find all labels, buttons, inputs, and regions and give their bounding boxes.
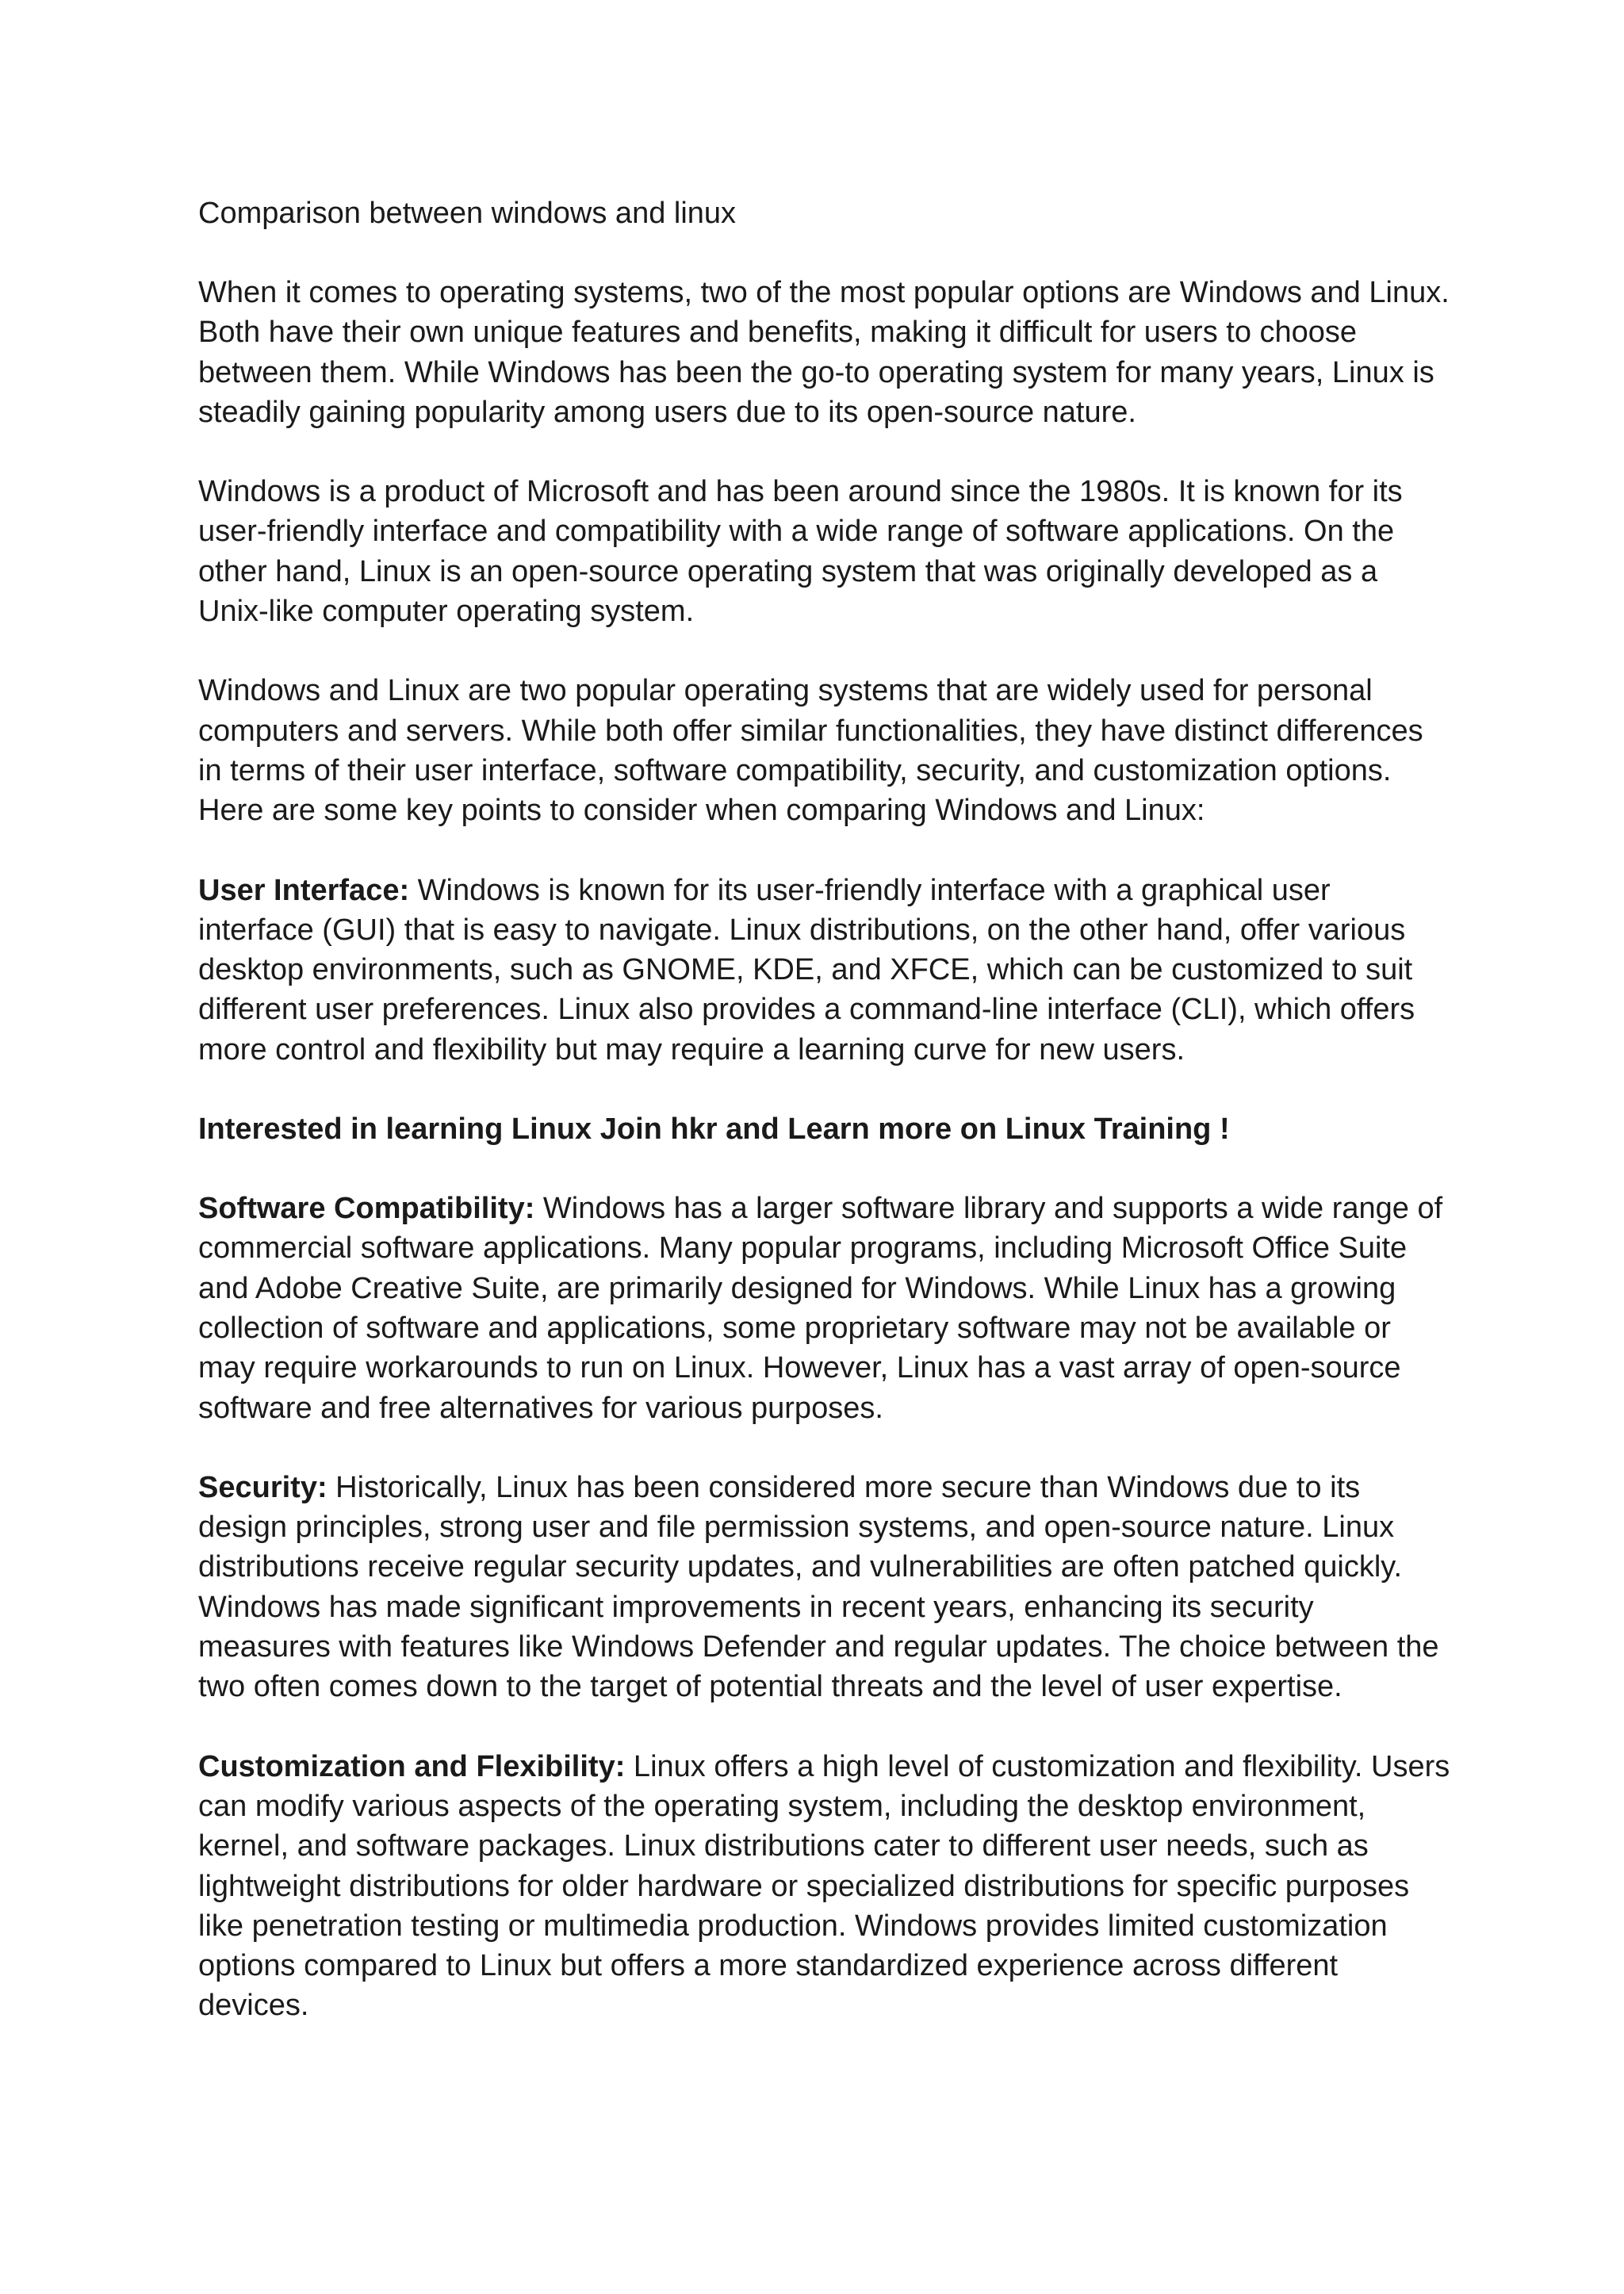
intro-paragraph-3: Windows and Linux are two popular operating systems that are widely used for personal computers and servers. While both offer similar functionalities, they have distinct differences in terms of their user interface, software compatibility, security, and customization options. Here are some key points to consider when comparing Windows and Linux: <box>198 674 1423 828</box>
intro-paragraph-2: Windows is a product of Microsoft and has been around since the 1980s. It is known for its user-friendly interface and compatibility with a wide range of software applications. On the other hand, Linux is an open-source operating system that was originally developed as a Unix-like computer operating system. <box>198 475 1403 629</box>
section-software-compatibility <box>198 1189 1451 1428</box>
section-customization <box>198 1747 1451 2026</box>
section-text-user-interface: Windows is known for its user-friendly interface with a graphical user interface (GUI) that is easy to navigate. Linux distributions, on the other hand, offer various desktop environments, such as GNOME, KDE, and XFCE, which can be customized to suit different user preferences. Linux also provides a command-line interface (CLI), which offers more control and flexibility but may require a learning curve for new users. <box>198 873 1415 1067</box>
section-text-security: Historically, Linux has been considered more secure than Windows due to its design principles, strong user and file permission systems, and open-source nature. Linux distributions receive regular security updates, and vulnerabilities are often patched quickly. Windows has made significant improvements in recent years, enhancing its security measures with features like Windows Defender and regular updates. The choice between the two often comes down to the target of potential threats and the level of user expertise. <box>198 1470 1439 1704</box>
section-heading-user-interface: User Interface: <box>198 873 410 907</box>
section-text-customization: Linux offers a high level of customization and flexibility. Users can modify various aspects of the operating system, including the desktop environment, kernel, and software packages. Linux distributions cater to different user needs, such as lightweight distributions for older hardware or specialized distributions for specific purposes like penetration testing or multimedia production. Windows provides limited customization options compared to Linux but offers a more standardized experience across different devices. <box>198 1749 1450 2023</box>
section-security <box>198 1468 1451 1707</box>
section-heading-customization: Customization and Flexibility: <box>198 1749 626 1783</box>
section-text-software-compatibility: Windows has a larger software library and supports a wide range of commercial software applications. Many popular programs, including Microsoft Office Suite and Adobe Creative Suite, are primarily designed for Windows. While Linux has a growing collection of software and applications, some proprietary software may not be available or may require workarounds to run on Linux. However, Linux has a vast array of open-source software and free alternatives for various purposes. <box>198 1192 1443 1425</box>
section-heading-security: Security: <box>198 1470 327 1504</box>
intro-paragraph-1: When it comes to operating systems, two of the most popular options are Windows and Linux. Both have their own unique features and benefits, making it difficult for users to choose between them. While Windows has been the go-to operating system for many years, Linux is steadily gaining popularity among users due to its open-source nature. <box>198 276 1450 429</box>
training-callout: Interested in learning Linux Join hkr and Learn more on Linux Training ! <box>198 1113 1230 1147</box>
section-user-interface <box>198 871 1451 1070</box>
section-heading-software-compatibility: Software Compatibility: <box>198 1192 535 1226</box>
document-title: Comparison between windows and linux <box>198 197 737 230</box>
document-page <box>198 193 1451 2066</box>
